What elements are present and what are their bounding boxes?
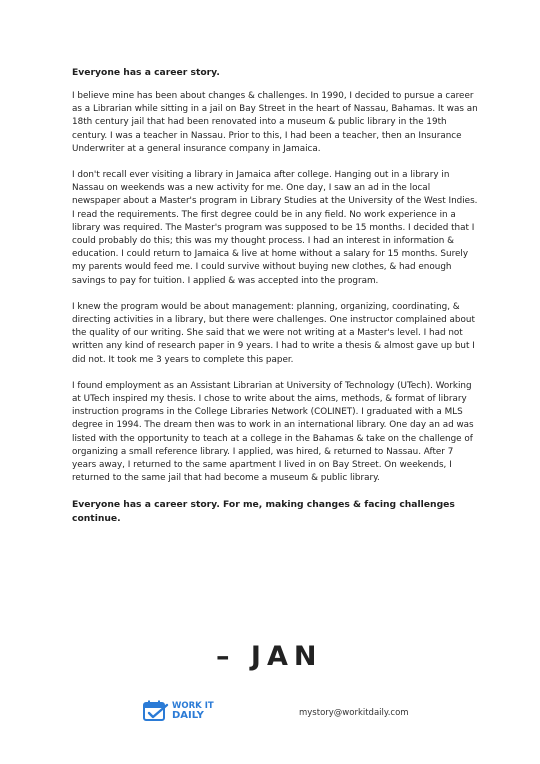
logo-line-2: DAILY [172,710,204,721]
closing-statement: Everyone has a career story. For me, making changes & facing challenges continue. [72,499,455,524]
logo-line-1: WORK IT [172,700,214,711]
story-body [72,66,480,525]
story-heading: Everyone has a career story. [72,67,220,78]
paragraph: I knew the program would be about management: planning, organizing, coordinating, & directing activities in a library, but there were challenges. One instructor complained about the quality of our writing. She said that we were not writing at a Master's level. I had not written any kind of research paper in 9 years. I had to write a thesis & almost gave up but I did not. It took me 3 years to complete this paper. [72,301,475,365]
paragraph: I found employment as an Assistant Librarian at University of Technology (UTech). Working at UTech inspired my thesis. I chose to write about the aims, methods, & format of library instruction programs in the College Libraries Network (COLINET). I graduated with a MLS degree in 1994. The dream then was to work in an international library. One day an ad was listed with the opportunity to teach at a college in the Bahamas & take on the challenge of organizing a small reference library. I applied, was hired, & returned to Nassau. After 7 years away, I returned to the same apartment I lived in on Bay Street. On weekends, I returned to the same jail that had become a museum & public library. [72,380,474,484]
paragraph: I believe mine has been about changes & challenges. In 1990, I decided to pursue a career as a Librarian while sitting in a jail on Bay Street in the heart of Nassau, Bahamas. It was an 18th century jail that had been renovated into a museum & public library in the 19th century. I was a teacher in Nassau. Prior to this, I had been a teacher, then an Insurance Underwriter at a general insurance company in Jamaica. [72,91,478,154]
signature: – JAN [216,641,323,672]
work-it-daily-logo[interactable] [143,700,214,722]
calendar-check-icon [143,700,169,722]
logo-wordmark [172,702,214,721]
contact-email[interactable]: mystory@workitdaily.com [299,708,409,718]
paragraph: I don't recall ever visiting a library in Jamaica after college. Hanging out in a library in Nassau on weekends was a new activity for me. One day, I saw an ad in the local newspaper about a Master's program in Library Studies at the University of the West Indies. I read the requirements. The first degree could be in any field. No work experience in a library was required. The Master's program was supposed to be 15 months. I decided that I could probably do this; this was my thought process. I had an interest in information & education. I could return to Jamaica & live at home without a salary for 15 months. Surely my parents would feed me. I could survive without buying new clothes, & had enough savings to pay for tuition. I applied & was accepted into the program. [72,170,478,286]
